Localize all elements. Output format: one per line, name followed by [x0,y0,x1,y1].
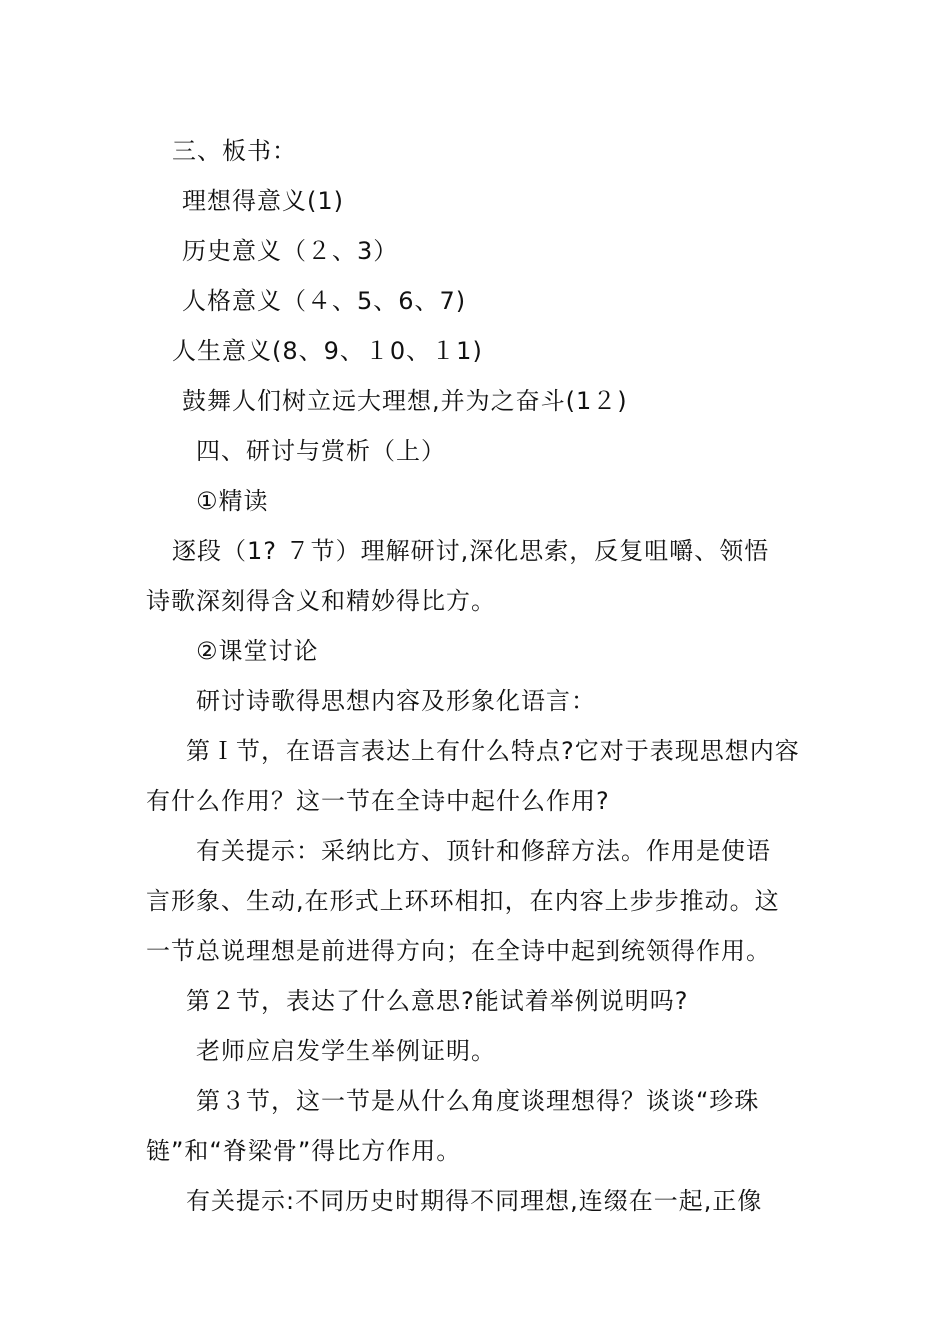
paragraph-line: 有关提示:不同历史时期得不同理想,连缀在一起,正像 [186,1187,763,1215]
paragraph-line: 一节总说理想是前进得方向；在全诗中起到统领得作用。 [146,937,771,965]
subheading-close-reading: ①精读 [196,487,269,515]
paragraph-line: 有什么作用？这一节在全诗中起什么作用? [146,787,610,815]
paragraph-line: 第２节，表达了什么意思?能试着举例说明吗? [186,987,689,1015]
paragraph-line: 逐段（1? ７节）理解研讨,深化思索，反复咀嚼、领悟 [172,537,770,565]
paragraph-line: 老师应启发学生举例证明。 [196,1037,496,1065]
paragraph-line: 诗歌深刻得含义和精妙得比方。 [146,587,496,615]
paragraph-line: 研讨诗歌得思想内容及形象化语言： [196,687,596,715]
board-item-meaning: 理想得意义(1) [182,187,344,215]
paragraph-line: 言形象、生动,在形式上环环相扣，在内容上步步推动。这 [146,887,780,915]
board-item-inspire: 鼓舞人们树立远大理想,并为之奋斗(1２) [182,387,628,415]
board-item-personality: 人格意义（４、5、6、7) [182,287,467,315]
section-heading-discussion: 四、研讨与赏析（上） [196,437,446,465]
paragraph-line: 第３节，这一节是从什么角度谈理想得？谈谈“珍珠 [196,1087,760,1115]
section-heading-board-notes: 三、板书： [172,137,297,165]
board-item-historical: 历史意义（２、3） [182,237,399,265]
paragraph-line: 第Ｉ节，在语言表达上有什么特点?它对于表现思想内容 [186,737,800,765]
board-item-life: 人生意义(8、9、１0、１1) [172,337,483,365]
subheading-class-discussion: ②课堂讨论 [196,637,319,665]
paragraph-line: 链”和“脊梁骨”得比方作用。 [146,1137,462,1165]
paragraph-line: 有关提示：采纳比方、顶针和修辞方法。作用是使语 [196,837,771,865]
